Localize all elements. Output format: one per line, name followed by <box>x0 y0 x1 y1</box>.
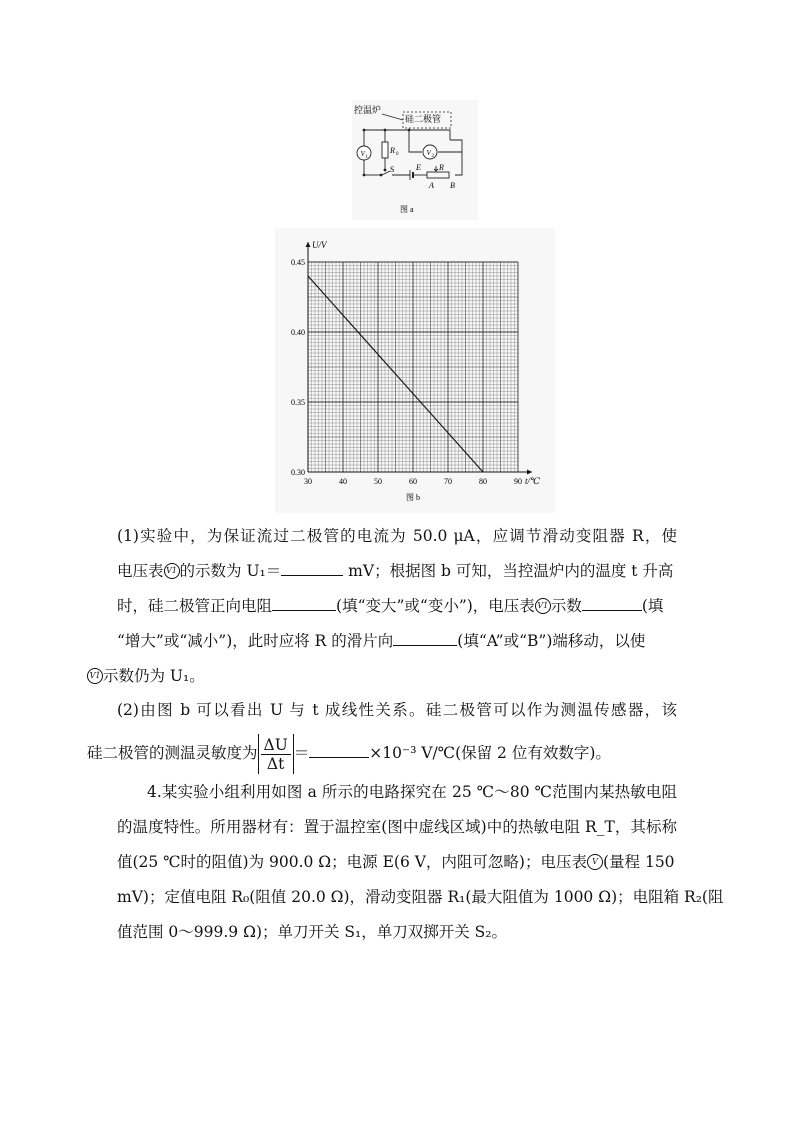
y-tick-label: 0.30 <box>291 468 305 477</box>
svg-text:1: 1 <box>365 155 368 160</box>
svg-text:V: V <box>426 149 431 157</box>
x-tick-label: 80 <box>479 477 487 486</box>
svg-text:S: S <box>390 165 395 174</box>
circuit-figure-a <box>352 100 478 220</box>
y-axis-label: U/V <box>312 240 327 250</box>
answer-blank-reading[interactable] <box>582 596 642 611</box>
q2-line-2: 硅二极管的测温灵敏度为 $\frac{\Delta U}{\Delta t}$ ＝ ×10⁻³ V/℃(保留 2 位有效数字)。 <box>87 735 611 773</box>
x-tick-label: 70 <box>444 477 452 486</box>
chart-figure-b <box>275 228 555 513</box>
p4-line-4: mV)；定值电阻 R₀(阻值 20.0 Ω)，滑动变阻器 R₁(最大阻值为 1000 Ω)；电阻箱 R₂(阻 <box>117 888 724 906</box>
x-tick-label: 30 <box>304 477 312 486</box>
label-furnace: 控温炉 <box>354 105 382 115</box>
p4-line-1: 4.某实验小组利用如图 a 所示的电路探究在 25 ℃～80 ℃范围内某热敏电阻 <box>147 783 677 801</box>
answer-blank-sensitivity[interactable] <box>309 743 369 758</box>
svg-text:2: 2 <box>431 154 434 159</box>
svg-text:R: R <box>390 146 395 155</box>
voltmeter-icon: V <box>587 854 603 870</box>
p4-line-2: 的温度特性。所用器材有：置于温控室(图中虚线区域)中的热敏电阻 R_T，其标称 <box>117 818 677 836</box>
question-1 <box>89 519 677 694</box>
problem-4 <box>117 775 724 950</box>
sensitivity-fraction: $\frac{\Delta U}{\Delta t}$ <box>261 736 291 773</box>
svg-text:V: V <box>360 150 365 158</box>
q1-line-3: 时，硅二极管正向电阻 (填“变大”或“变小”)，电压表 V1 示数 (填 <box>117 597 664 615</box>
x-tick-label: 90 <box>514 477 522 486</box>
svg-text:E: E <box>416 163 421 172</box>
y-tick-label: 0.35 <box>291 398 305 407</box>
q1-line-4: “增大”或“减小”)，此时应将 R 的滑片向 (填“A”或“B”)端移动，以使 <box>117 632 646 650</box>
voltmeter-v1-icon: V1 <box>535 598 551 614</box>
svg-text:0: 0 <box>396 152 399 157</box>
x-tick-label: 40 <box>339 477 347 486</box>
y-tick-label: 0.40 <box>291 328 305 337</box>
y-tick-label: 0.45 <box>291 258 305 267</box>
x-tick-label: 50 <box>374 477 382 486</box>
svg-text:R: R <box>439 163 444 172</box>
q1-line-5: V1 示数仍为 U₁。 <box>87 659 677 694</box>
q1-line-2: 电压表 V1 的示数为 U₁＝ mV；根据图 b 可知，当控温炉内的温度 t 升高 <box>117 562 674 580</box>
voltmeter-v1-icon: V1 <box>87 668 103 684</box>
answer-blank-u1[interactable] <box>281 561 343 576</box>
x-tick-label: 60 <box>409 477 417 486</box>
q2-line-1: (2)由图 b 可以看出 U 与 t 成线性关系。硅二极管可以作为测温传感器，该 <box>117 701 677 719</box>
voltmeter-v1-icon: V1 <box>164 563 180 579</box>
question-2 <box>87 693 677 778</box>
caption-figure-a: 图 a <box>400 205 414 214</box>
answer-blank-resistance[interactable] <box>272 596 336 611</box>
x-axis-label: t/℃ <box>525 476 541 486</box>
answer-blank-slider[interactable] <box>393 631 457 646</box>
label-diode: 硅二极管 <box>405 114 442 124</box>
caption-figure-b: 图 b <box>406 493 420 502</box>
svg-text:B: B <box>450 181 455 190</box>
q1-line-1: (1)实验中，为保证流过二极管的电流为 50.0 μA，应调节滑动变阻器 R，使 <box>117 527 677 545</box>
p4-line-5: 值范围 0～999.9 Ω)；单刀开关 S₁，单刀双掷开关 S₂。 <box>117 923 508 941</box>
p4-line-3: 值(25 ℃时的阻值)为 900.0 Ω；电源 E(6 V，内阻可忽略)；电压表 V (量程 150 <box>117 853 675 871</box>
resistor-r0 <box>382 142 388 158</box>
svg-text:A: A <box>429 181 434 190</box>
